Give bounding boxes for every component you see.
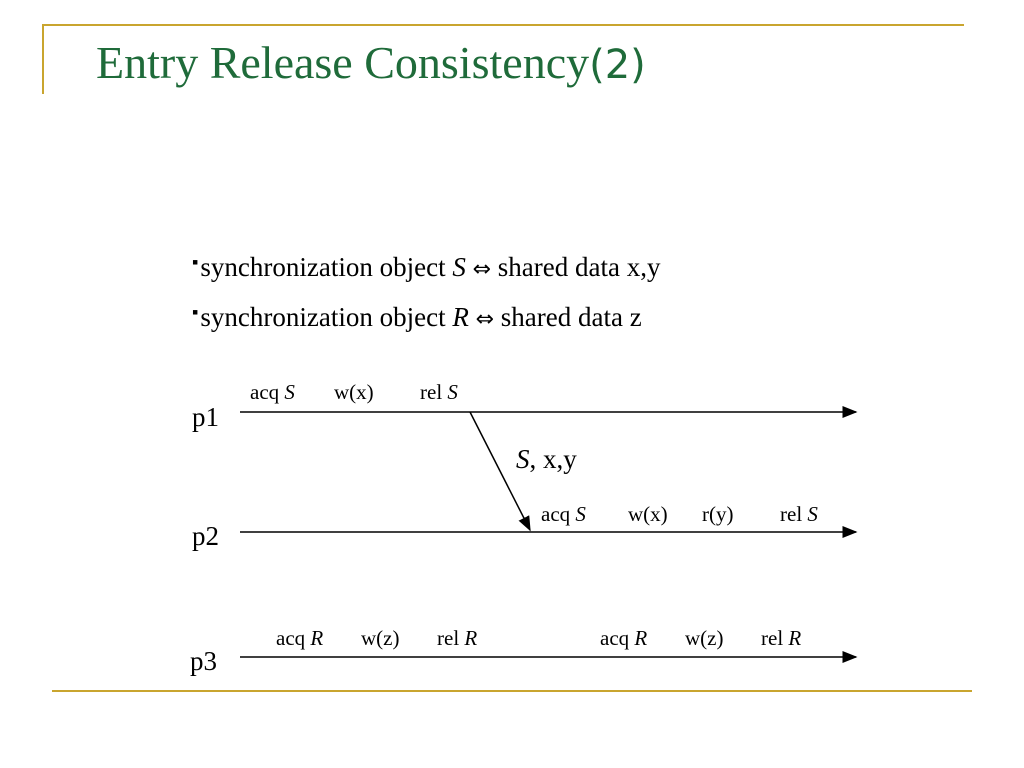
message-label: S, x,y: [516, 444, 577, 474]
equivalence-symbol: ⇔: [472, 257, 492, 282]
equivalence-symbol: ⇔: [475, 307, 495, 332]
event-p3-acq-1: acq R: [276, 626, 324, 650]
event-p2-acq: acq S: [541, 502, 586, 526]
event-p3-rel-1: rel R: [437, 626, 478, 650]
event-p3-acq-2: acq R: [600, 626, 648, 650]
event-p1-write: w(x): [334, 380, 374, 404]
event-p2-rel: rel S: [780, 502, 818, 526]
title-text: Entry Release Consistency: [96, 37, 590, 88]
bullet-suffix: shared data z: [500, 302, 642, 332]
event-p1-rel: rel S: [420, 380, 458, 404]
bullet-prefix: synchronization object: [200, 252, 453, 282]
bullet-object: S: [452, 252, 466, 282]
bullet-mark: ▪: [192, 302, 199, 322]
bullet-object: R: [452, 302, 469, 332]
event-p1-acq: acq S: [250, 380, 295, 404]
bullet-mark: ▪: [192, 252, 199, 272]
process-label-p3: p3: [190, 646, 217, 676]
bullet-suffix: shared data x,y: [497, 252, 661, 282]
process-label-p1: p1: [192, 402, 219, 432]
event-p2-read: r(y): [702, 502, 734, 526]
event-p3-rel-2: rel R: [761, 626, 802, 650]
event-p2-write: w(x): [628, 502, 668, 526]
bullet-prefix: synchronization object: [200, 302, 453, 332]
event-p3-write-1: w(z): [361, 626, 400, 650]
process-label-p2: p2: [192, 521, 219, 551]
title-suffix: (2): [589, 42, 646, 88]
event-p3-write-2: w(z): [685, 626, 724, 650]
